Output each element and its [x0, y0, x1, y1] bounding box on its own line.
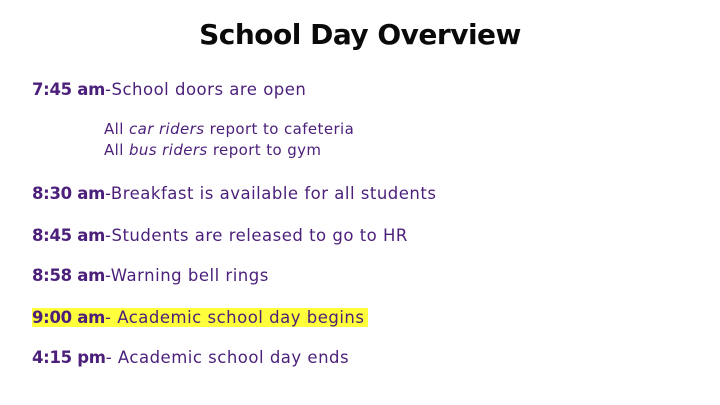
schedule-description: -Students are released to go to HR: [105, 226, 408, 245]
subitem-suffix: report to gym: [207, 141, 322, 159]
schedule-description: -School doors are open: [105, 80, 307, 99]
schedule-time: 9:00 am: [32, 308, 106, 327]
schedule-description: -Breakfast is available for all students: [105, 184, 437, 203]
subitem-emphasis: bus riders: [128, 141, 208, 159]
subitem-prefix: All: [104, 120, 129, 138]
highlight-marker: [32, 308, 368, 327]
schedule-item-0830: [32, 183, 436, 205]
subitem-prefix: All: [104, 141, 129, 159]
schedule-time: 4:15 pm: [32, 348, 106, 367]
schedule-description: - Academic school day ends: [105, 348, 350, 367]
schedule-item-0858: [32, 265, 269, 287]
subitem-emphasis: car riders: [128, 120, 205, 138]
schedule-item-0900: [32, 307, 368, 329]
schedule-description: - Academic school day begins: [105, 308, 365, 327]
schedule-time: 8:30 am: [32, 184, 106, 203]
schedule-subitem-car-riders: [104, 119, 354, 139]
page-title: School Day Overview: [199, 18, 521, 51]
schedule-subitem-bus-riders: [104, 140, 321, 160]
schedule-item-0415: [32, 347, 349, 369]
subitem-suffix: report to cafeteria: [204, 120, 355, 138]
schedule-item-0845: [32, 225, 408, 247]
schedule-time: 7:45 am: [32, 80, 106, 99]
schedule-time: 8:58 am: [32, 266, 106, 285]
schedule-item-0745: [32, 79, 306, 101]
schedule-description: -Warning bell rings: [105, 266, 269, 285]
schedule-time: 8:45 am: [32, 226, 106, 245]
